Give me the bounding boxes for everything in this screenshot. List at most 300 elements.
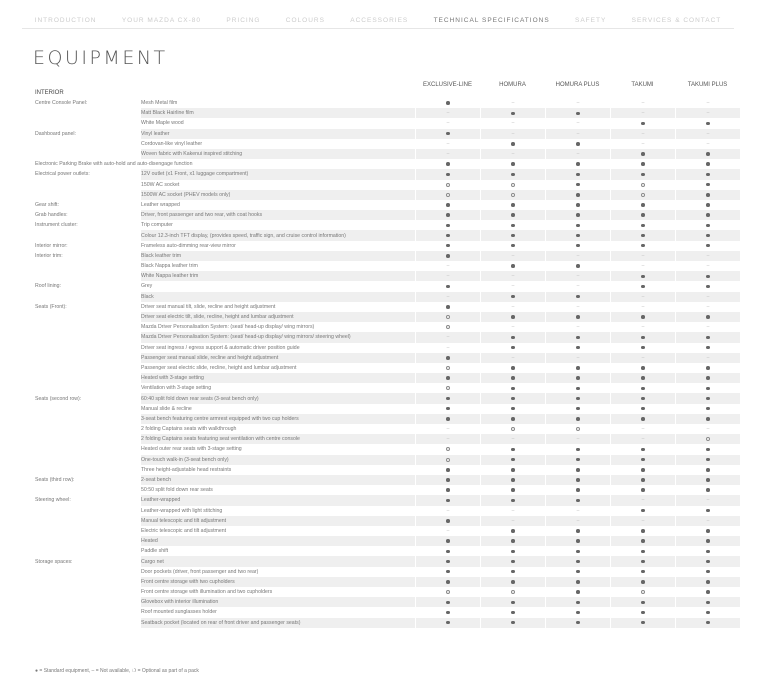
section-heading: INTERIOR bbox=[35, 90, 64, 96]
standard-dot-icon bbox=[576, 580, 580, 584]
column-header: HOMURA PLUS bbox=[555, 82, 600, 88]
standard-dot-icon bbox=[641, 275, 645, 279]
standard-dot-icon bbox=[446, 305, 450, 309]
standard-dot-icon bbox=[446, 519, 450, 523]
standard-dot-icon bbox=[641, 173, 645, 177]
standard-dot-icon bbox=[576, 590, 580, 594]
page-title: EQUIPMENT bbox=[33, 47, 168, 69]
trim-cell bbox=[545, 271, 610, 281]
trim-cell bbox=[675, 618, 740, 628]
row-item: Woven fabric with Kakenui inspired stitching bbox=[141, 149, 415, 159]
not-available-dash-icon: – bbox=[576, 507, 580, 514]
table-row bbox=[35, 567, 740, 577]
standard-dot-icon bbox=[576, 183, 580, 187]
standard-dot-icon bbox=[446, 539, 450, 543]
trim-cell bbox=[415, 251, 480, 261]
trim-cell bbox=[480, 139, 545, 149]
trim-cell bbox=[610, 577, 675, 587]
trim-cell bbox=[415, 241, 480, 251]
optional-circle-icon bbox=[576, 427, 580, 431]
standard-dot-icon bbox=[446, 254, 450, 258]
trim-cell bbox=[415, 271, 480, 281]
trim-cell bbox=[480, 546, 545, 556]
not-available-dash-icon: – bbox=[446, 527, 450, 534]
trim-cell bbox=[675, 210, 740, 220]
row-item: Heated bbox=[141, 536, 415, 546]
trim-cell bbox=[545, 434, 610, 444]
standard-dot-icon bbox=[446, 132, 450, 136]
optional-circle-icon bbox=[706, 437, 710, 441]
trim-cell bbox=[480, 506, 545, 516]
trim-cell bbox=[610, 251, 675, 261]
not-available-dash-icon: – bbox=[511, 354, 515, 361]
row-item: Cargo net bbox=[141, 556, 415, 566]
row-item: Driver seat electric tilt, slide, recline, height and lumbar adjustment bbox=[141, 312, 415, 322]
trim-cell bbox=[415, 108, 480, 118]
not-available-dash-icon: – bbox=[446, 151, 450, 158]
standard-dot-icon bbox=[511, 224, 515, 228]
standard-dot-icon bbox=[576, 213, 580, 217]
table-row bbox=[35, 455, 740, 465]
table-row bbox=[35, 251, 740, 261]
trim-cell bbox=[675, 516, 740, 526]
not-available-dash-icon: – bbox=[511, 120, 515, 127]
standard-dot-icon bbox=[446, 468, 450, 472]
standard-dot-icon bbox=[706, 397, 710, 401]
trim-cell bbox=[675, 220, 740, 230]
trim-cell bbox=[480, 434, 545, 444]
standard-dot-icon bbox=[641, 529, 645, 533]
trim-cell bbox=[415, 485, 480, 495]
optional-circle-icon bbox=[641, 193, 645, 197]
standard-dot-icon bbox=[576, 468, 580, 472]
table-row bbox=[35, 597, 740, 607]
trim-cell bbox=[675, 230, 740, 240]
not-available-dash-icon: – bbox=[641, 517, 645, 524]
standard-dot-icon bbox=[706, 183, 710, 187]
trim-cell bbox=[480, 383, 545, 393]
trim-cell bbox=[545, 261, 610, 271]
trim-cell bbox=[480, 577, 545, 587]
optional-circle-icon bbox=[641, 590, 645, 594]
trim-cell bbox=[415, 373, 480, 383]
trim-cell bbox=[480, 271, 545, 281]
standard-dot-icon bbox=[706, 122, 710, 126]
trim-cell bbox=[415, 353, 480, 363]
not-available-dash-icon: – bbox=[641, 130, 645, 137]
trim-cell bbox=[545, 556, 610, 566]
trim-cell bbox=[545, 118, 610, 128]
row-category: Storage spaces: bbox=[35, 558, 73, 565]
standard-dot-icon bbox=[511, 478, 515, 482]
standard-dot-icon bbox=[641, 122, 645, 126]
standard-dot-icon bbox=[641, 285, 645, 289]
standard-dot-icon bbox=[576, 478, 580, 482]
row-item: Driver seat manual tilt, slide, recline and height adjustment bbox=[141, 303, 276, 310]
standard-dot-icon bbox=[576, 448, 580, 452]
trim-cell bbox=[415, 139, 480, 149]
trim-cell bbox=[610, 98, 675, 108]
trim-cell bbox=[545, 546, 610, 556]
trim-cell bbox=[610, 332, 675, 342]
trim-cell bbox=[675, 190, 740, 200]
optional-circle-icon bbox=[446, 590, 450, 594]
not-available-dash-icon: – bbox=[446, 507, 450, 514]
table-row bbox=[35, 485, 740, 495]
standard-dot-icon bbox=[576, 142, 580, 146]
trim-cell bbox=[415, 546, 480, 556]
standard-dot-icon bbox=[706, 346, 710, 350]
table-row bbox=[35, 108, 740, 118]
trim-cell bbox=[480, 597, 545, 607]
not-available-dash-icon: – bbox=[446, 334, 450, 341]
standard-dot-icon bbox=[706, 387, 710, 391]
standard-dot-icon bbox=[446, 213, 450, 217]
trim-cell bbox=[480, 526, 545, 536]
standard-dot-icon bbox=[641, 397, 645, 401]
table-row bbox=[35, 475, 740, 485]
trim-cell bbox=[415, 506, 480, 516]
trim-cell bbox=[610, 465, 675, 475]
row-category: Grab handles: bbox=[35, 212, 68, 219]
nav-link[interactable]: COLOURS bbox=[285, 16, 325, 24]
not-available-dash-icon: – bbox=[446, 426, 450, 433]
standard-dot-icon bbox=[511, 387, 515, 391]
table-row bbox=[35, 424, 740, 434]
standard-dot-icon bbox=[446, 570, 450, 574]
trim-cell bbox=[415, 98, 480, 108]
row-category: Roof lining: bbox=[35, 283, 61, 290]
table-row bbox=[35, 210, 740, 220]
row-item: Manual slide & recline bbox=[141, 405, 192, 412]
row-item: 50:50 split fold down rear seats bbox=[141, 487, 213, 494]
table-row bbox=[35, 556, 740, 566]
trim-cell bbox=[610, 393, 675, 403]
row-item: Three height-adjustable head restraints bbox=[141, 466, 232, 473]
trim-cell bbox=[545, 383, 610, 393]
trim-cell bbox=[610, 546, 675, 556]
row-item: Leather wrapped bbox=[141, 201, 180, 208]
optional-circle-icon bbox=[511, 193, 515, 197]
table-row bbox=[35, 363, 740, 373]
trim-cell bbox=[610, 108, 675, 118]
standard-dot-icon bbox=[706, 407, 710, 411]
trim-cell bbox=[480, 587, 545, 597]
table-row bbox=[35, 190, 740, 200]
trim-cell bbox=[610, 455, 675, 465]
standard-dot-icon bbox=[641, 346, 645, 350]
standard-dot-icon bbox=[706, 173, 710, 177]
trim-cell bbox=[415, 159, 480, 169]
trim-cell bbox=[610, 434, 675, 444]
trim-cell bbox=[545, 485, 610, 495]
nav-link[interactable]: PRICING bbox=[226, 16, 261, 24]
row-item: Black Nappa leather trim bbox=[141, 263, 198, 270]
standard-dot-icon bbox=[706, 580, 710, 584]
trim-cell bbox=[610, 322, 675, 332]
trim-cell bbox=[480, 220, 545, 230]
optional-circle-icon bbox=[446, 386, 450, 390]
trim-cell bbox=[675, 424, 740, 434]
trim-cell bbox=[480, 210, 545, 220]
standard-dot-icon bbox=[511, 468, 515, 472]
trim-cell bbox=[415, 383, 480, 393]
table-row bbox=[35, 312, 740, 322]
standard-dot-icon bbox=[641, 488, 645, 492]
trim-cell bbox=[675, 159, 740, 169]
not-available-dash-icon: – bbox=[706, 303, 710, 310]
not-available-dash-icon: – bbox=[641, 426, 645, 433]
trim-cell bbox=[610, 139, 675, 149]
not-available-dash-icon: – bbox=[706, 100, 710, 107]
standard-dot-icon bbox=[576, 376, 580, 380]
trim-cell bbox=[675, 526, 740, 536]
standard-dot-icon bbox=[511, 213, 515, 217]
trim-cell bbox=[415, 587, 480, 597]
table-row bbox=[35, 506, 740, 516]
trim-cell bbox=[480, 261, 545, 271]
not-available-dash-icon: – bbox=[706, 354, 710, 361]
table-row bbox=[35, 383, 740, 393]
standard-dot-icon bbox=[511, 295, 515, 299]
standard-dot-icon bbox=[641, 162, 645, 166]
trim-cell bbox=[415, 536, 480, 546]
standard-dot-icon bbox=[706, 417, 710, 421]
table-row bbox=[35, 230, 740, 240]
trim-cell bbox=[545, 455, 610, 465]
nav-link[interactable]: SAFETY bbox=[575, 16, 607, 24]
standard-dot-icon bbox=[446, 601, 450, 605]
trim-cell bbox=[480, 516, 545, 526]
trim-cell bbox=[545, 332, 610, 342]
not-available-dash-icon: – bbox=[446, 263, 450, 270]
table-row bbox=[35, 577, 740, 587]
trim-cell bbox=[545, 587, 610, 597]
not-available-dash-icon: – bbox=[446, 344, 450, 351]
column-header: TAKUMI PLUS bbox=[687, 82, 728, 88]
trim-cell bbox=[610, 506, 675, 516]
trim-cell bbox=[415, 607, 480, 617]
trim-cell bbox=[675, 373, 740, 383]
standard-dot-icon bbox=[446, 162, 450, 166]
trim-cell bbox=[675, 118, 740, 128]
standard-dot-icon bbox=[576, 336, 580, 340]
trim-cell bbox=[480, 618, 545, 628]
trim-cell bbox=[415, 567, 480, 577]
standard-dot-icon bbox=[446, 478, 450, 482]
not-available-dash-icon: – bbox=[511, 507, 515, 514]
trim-cell bbox=[415, 302, 480, 312]
trim-cell bbox=[545, 220, 610, 230]
not-available-dash-icon: – bbox=[706, 426, 710, 433]
top-navigation bbox=[22, 12, 734, 29]
standard-dot-icon bbox=[641, 621, 645, 625]
trim-cell bbox=[675, 536, 740, 546]
trim-cell bbox=[610, 526, 675, 536]
standard-dot-icon bbox=[641, 152, 645, 156]
trim-cell bbox=[610, 618, 675, 628]
standard-dot-icon bbox=[511, 112, 515, 116]
trim-cell bbox=[480, 363, 545, 373]
trim-cell bbox=[610, 363, 675, 373]
standard-dot-icon bbox=[641, 366, 645, 370]
trim-cell bbox=[415, 495, 480, 505]
optional-circle-icon bbox=[511, 183, 515, 187]
trim-cell bbox=[610, 281, 675, 291]
row-item: Driver seat ingress / egress support & automatic driver position guide bbox=[141, 344, 300, 351]
row-item: Matt Black Hairline film bbox=[141, 108, 415, 118]
standard-dot-icon bbox=[706, 509, 710, 513]
trim-column-headers bbox=[415, 82, 740, 88]
trim-cell bbox=[610, 567, 675, 577]
standard-dot-icon bbox=[576, 193, 580, 197]
standard-dot-icon bbox=[446, 397, 450, 401]
row-item: Leather-wrapped bbox=[141, 495, 415, 505]
standard-dot-icon bbox=[446, 499, 450, 503]
nav-link[interactable]: INTRODUCTION bbox=[34, 16, 97, 24]
standard-dot-icon bbox=[446, 417, 450, 421]
trim-cell bbox=[480, 567, 545, 577]
standard-dot-icon bbox=[511, 336, 515, 340]
standard-dot-icon bbox=[576, 539, 580, 543]
equipment-table bbox=[35, 98, 740, 628]
trim-cell bbox=[415, 597, 480, 607]
row-category: Seats (second row): bbox=[35, 395, 82, 402]
table-row bbox=[35, 281, 740, 291]
standard-dot-icon bbox=[576, 601, 580, 605]
standard-dot-icon bbox=[641, 478, 645, 482]
trim-cell bbox=[610, 404, 675, 414]
standard-dot-icon bbox=[446, 173, 450, 177]
row-item: One-touch walk-in (3-seat bench only) bbox=[141, 455, 415, 465]
standard-dot-icon bbox=[511, 203, 515, 207]
standard-dot-icon bbox=[511, 366, 515, 370]
trim-cell bbox=[610, 424, 675, 434]
trim-cell bbox=[545, 129, 610, 139]
trim-cell bbox=[545, 373, 610, 383]
trim-cell bbox=[610, 230, 675, 240]
not-available-dash-icon: – bbox=[576, 100, 580, 107]
standard-dot-icon bbox=[446, 550, 450, 554]
not-available-dash-icon: – bbox=[576, 120, 580, 127]
standard-dot-icon bbox=[576, 499, 580, 503]
standard-dot-icon bbox=[511, 570, 515, 574]
nav-link[interactable]: SERVICES & CONTACT bbox=[631, 16, 722, 24]
standard-dot-icon bbox=[446, 611, 450, 615]
standard-dot-icon bbox=[576, 112, 580, 116]
trim-cell bbox=[545, 98, 610, 108]
standard-dot-icon bbox=[641, 213, 645, 217]
trim-cell bbox=[480, 404, 545, 414]
nav-link[interactable]: ACCESSORIES bbox=[350, 16, 409, 24]
trim-cell bbox=[545, 597, 610, 607]
standard-dot-icon bbox=[446, 285, 450, 289]
trim-cell bbox=[675, 444, 740, 454]
row-item: Black bbox=[141, 292, 415, 302]
not-available-dash-icon: – bbox=[641, 110, 645, 117]
trim-cell bbox=[675, 556, 740, 566]
trim-cell bbox=[675, 404, 740, 414]
trim-cell bbox=[415, 444, 480, 454]
trim-cell bbox=[675, 241, 740, 251]
trim-cell bbox=[415, 404, 480, 414]
standard-dot-icon bbox=[576, 173, 580, 177]
trim-cell bbox=[415, 363, 480, 373]
trim-cell bbox=[675, 465, 740, 475]
trim-cell bbox=[480, 332, 545, 342]
not-available-dash-icon: – bbox=[511, 517, 515, 524]
trim-cell bbox=[480, 108, 545, 118]
trim-cell bbox=[545, 180, 610, 190]
not-available-dash-icon: – bbox=[641, 497, 645, 504]
table-row bbox=[35, 444, 740, 454]
trim-cell bbox=[415, 312, 480, 322]
standard-dot-icon bbox=[706, 162, 710, 166]
not-available-dash-icon: – bbox=[706, 140, 710, 147]
row-item: White Maple wood bbox=[141, 120, 184, 127]
optional-circle-icon bbox=[446, 193, 450, 197]
row-item: Trip computer bbox=[141, 222, 173, 229]
standard-dot-icon bbox=[706, 590, 710, 594]
trim-cell bbox=[480, 118, 545, 128]
standard-dot-icon bbox=[576, 315, 580, 319]
standard-dot-icon bbox=[446, 407, 450, 411]
standard-dot-icon bbox=[446, 488, 450, 492]
trim-cell bbox=[545, 404, 610, 414]
standard-dot-icon bbox=[511, 580, 515, 584]
table-row bbox=[35, 169, 740, 179]
trim-cell bbox=[545, 475, 610, 485]
trim-cell bbox=[415, 210, 480, 220]
not-available-dash-icon: – bbox=[446, 120, 450, 127]
standard-dot-icon bbox=[511, 264, 515, 268]
not-available-dash-icon: – bbox=[706, 110, 710, 117]
trim-cell bbox=[415, 465, 480, 475]
trim-cell bbox=[480, 373, 545, 383]
trim-cell bbox=[545, 251, 610, 261]
row-item: 3-seat bench featuring centre armrest equipped with two cup holders bbox=[141, 414, 415, 424]
standard-dot-icon bbox=[641, 407, 645, 411]
row-category: Interior trim: bbox=[35, 252, 63, 259]
trim-cell bbox=[545, 607, 610, 617]
trim-cell bbox=[675, 393, 740, 403]
trim-cell bbox=[610, 129, 675, 139]
trim-cell bbox=[415, 118, 480, 128]
trim-cell bbox=[675, 607, 740, 617]
standard-dot-icon bbox=[641, 601, 645, 605]
trim-cell bbox=[610, 353, 675, 363]
standard-dot-icon bbox=[511, 550, 515, 554]
trim-cell bbox=[675, 200, 740, 210]
row-item: Glovebox with interior illumination bbox=[141, 597, 415, 607]
not-available-dash-icon: – bbox=[641, 100, 645, 107]
standard-dot-icon bbox=[446, 101, 450, 105]
trim-cell bbox=[480, 343, 545, 353]
standard-dot-icon bbox=[641, 539, 645, 543]
nav-link[interactable]: YOUR MAZDA CX-80 bbox=[121, 16, 202, 24]
trim-cell bbox=[480, 536, 545, 546]
row-category: Electronic Parking Brake with auto-hold and auto-disengage function bbox=[35, 161, 193, 168]
trim-cell bbox=[675, 312, 740, 322]
nav-link[interactable]: TECHNICAL SPECIFICATIONS bbox=[433, 16, 550, 24]
trim-cell bbox=[480, 159, 545, 169]
column-header: HOMURA bbox=[499, 82, 526, 88]
standard-dot-icon bbox=[641, 244, 645, 248]
row-item: Cordovan-like vinyl leather bbox=[141, 140, 203, 147]
trim-cell bbox=[675, 455, 740, 465]
trim-cell bbox=[480, 200, 545, 210]
standard-dot-icon bbox=[641, 448, 645, 452]
